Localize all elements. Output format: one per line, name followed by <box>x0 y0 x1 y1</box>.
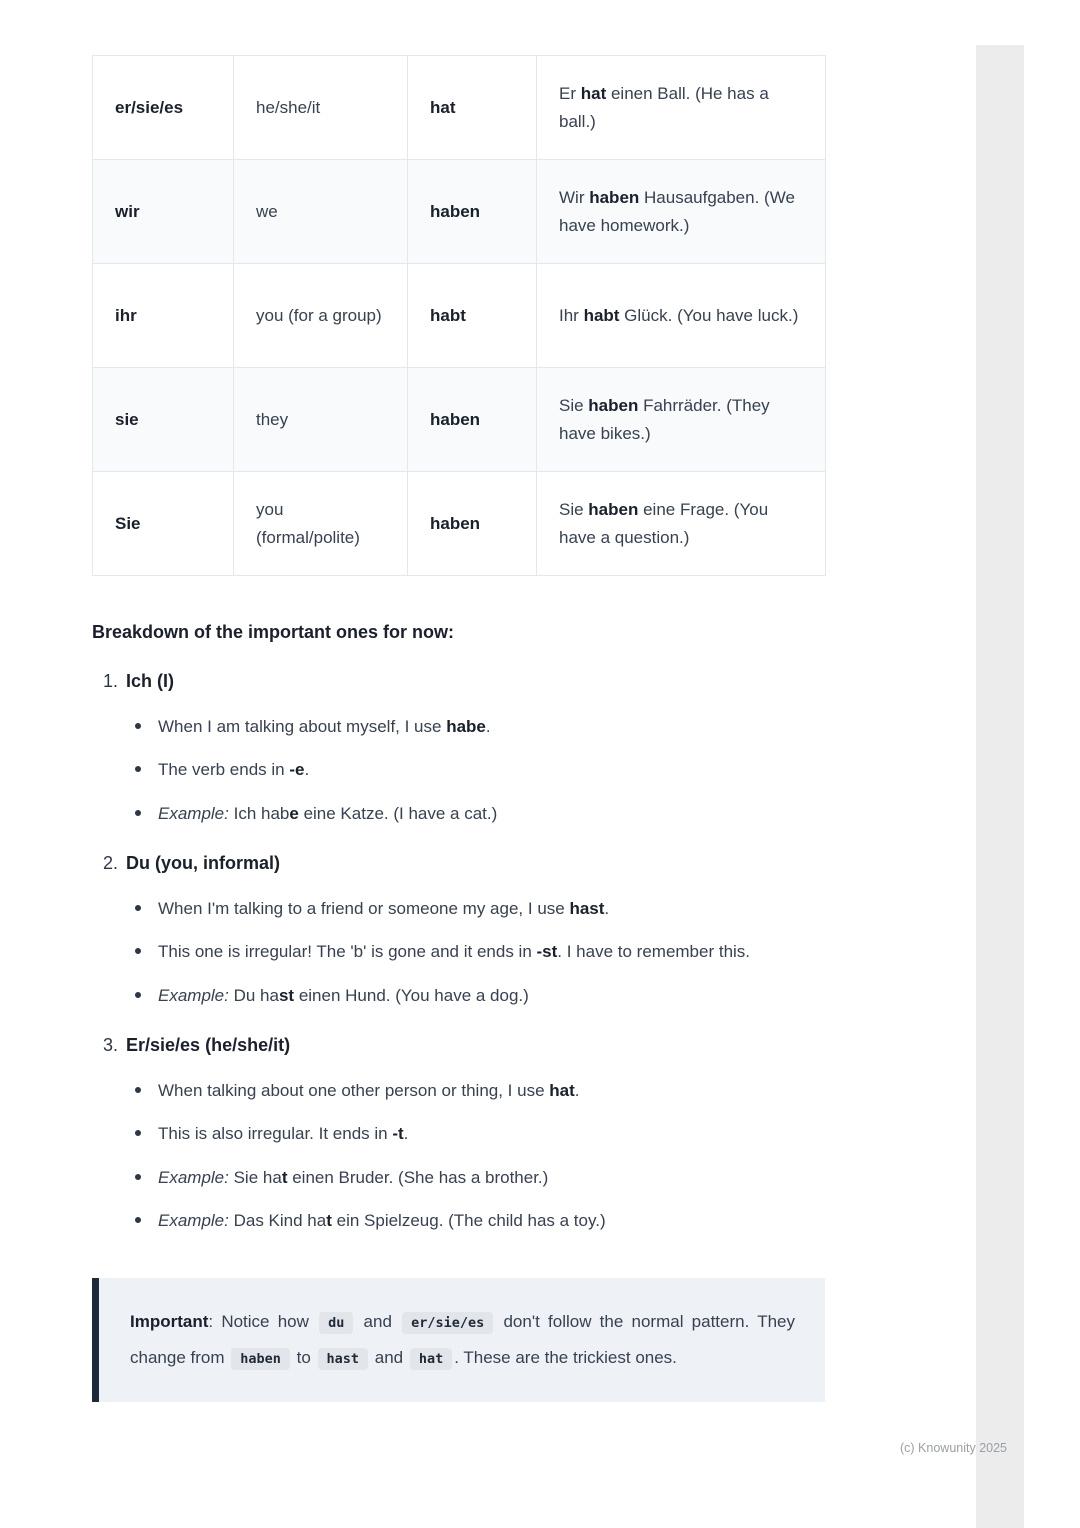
english-cell: he/she/it <box>234 56 408 160</box>
section-heading <box>103 1035 825 1056</box>
example-cell: Er hat einen Ball. (He has a ball.) <box>537 56 826 160</box>
verb-cell: habt <box>408 264 537 368</box>
bullet-item: This one is irregular! The 'b' is gone and it ends in -st. I have to remember this. <box>135 939 775 965</box>
table-row <box>93 56 826 160</box>
section-number: 3. <box>103 1035 119 1056</box>
verb-cell: haben <box>408 472 537 576</box>
bullet-list <box>135 1078 825 1234</box>
pronoun-cell: wir <box>93 160 234 264</box>
copyright: (c) Knowunity 2025 <box>900 1441 1008 1455</box>
table-row <box>93 472 826 576</box>
bullet-item: Example: Du hast einen Hund. (You have a dog.) <box>135 983 775 1009</box>
table-row <box>93 160 826 264</box>
bullet-list <box>135 896 825 1009</box>
pronoun-cell: ihr <box>93 264 234 368</box>
english-cell: we <box>234 160 408 264</box>
bullet-item: Example: Das Kind hat ein Spielzeug. (The child has a toy.) <box>135 1208 775 1234</box>
bullet-item: When I am talking about myself, I use habe. <box>135 714 775 740</box>
example-cell: Ihr habt Glück. (You have luck.) <box>537 264 826 368</box>
bullet-item: Example: Sie hat einen Bruder. (She has a brother.) <box>135 1165 775 1191</box>
document-content <box>92 55 825 1402</box>
section-title: Du (you, informal) <box>126 853 281 874</box>
bullet-item: The verb ends in -e. <box>135 757 775 783</box>
section-er-sie-es <box>92 1035 825 1234</box>
example-cell: Sie haben Fahrräder. (They have bikes.) <box>537 368 826 472</box>
pronoun-cell: sie <box>93 368 234 472</box>
code-badge: hast <box>318 1348 369 1370</box>
bullet-item: When I'm talking to a friend or someone my age, I use hast. <box>135 896 775 922</box>
english-cell: they <box>234 368 408 472</box>
bullet-item: When talking about one other person or thing, I use hat. <box>135 1078 775 1104</box>
english-cell: you (for a group) <box>234 264 408 368</box>
callout-text: Important: Notice how du and er/sie/es don't follow the normal pattern. They change from haben to hast and hat . These are the trickiest ones. <box>130 1304 795 1375</box>
bullet-item: Example: Ich habe eine Katze. (I have a cat.) <box>135 801 775 827</box>
table-row <box>93 264 826 368</box>
conjugation-table <box>92 55 826 576</box>
section-heading <box>103 853 825 874</box>
section-heading <box>103 671 825 692</box>
verb-cell: haben <box>408 160 537 264</box>
table-row <box>93 368 826 472</box>
verb-cell: hat <box>408 56 537 160</box>
english-cell: you (formal/polite) <box>234 472 408 576</box>
verb-cell: haben <box>408 368 537 472</box>
code-badge: haben <box>231 1348 290 1370</box>
code-badge: hat <box>410 1348 452 1370</box>
breakdown-sections <box>92 671 825 1234</box>
bullet-item: This is also irregular. It ends in -t. <box>135 1121 775 1147</box>
example-cell: Sie haben eine Frage. (You have a question.) <box>537 472 826 576</box>
important-callout <box>92 1278 825 1401</box>
section-du <box>92 853 825 1009</box>
section-number: 1. <box>103 671 119 691</box>
section-title: Er/sie/es (he/she/it) <box>126 1035 291 1056</box>
section-title: Ich (I) <box>126 671 175 691</box>
code-badge: du <box>319 1312 353 1334</box>
pronoun-cell: er/sie/es <box>93 56 234 160</box>
section-number: 2. <box>103 853 119 874</box>
breakdown-heading: Breakdown of the important ones for now: <box>92 622 455 642</box>
section-ich <box>92 671 825 827</box>
pronoun-cell: Sie <box>93 472 234 576</box>
code-badge: er/sie/es <box>402 1312 493 1334</box>
bullet-list <box>135 714 825 827</box>
example-cell: Wir haben Hausaufgaben. (We have homework.) <box>537 160 826 264</box>
scrollbar[interactable] <box>976 45 1024 1528</box>
